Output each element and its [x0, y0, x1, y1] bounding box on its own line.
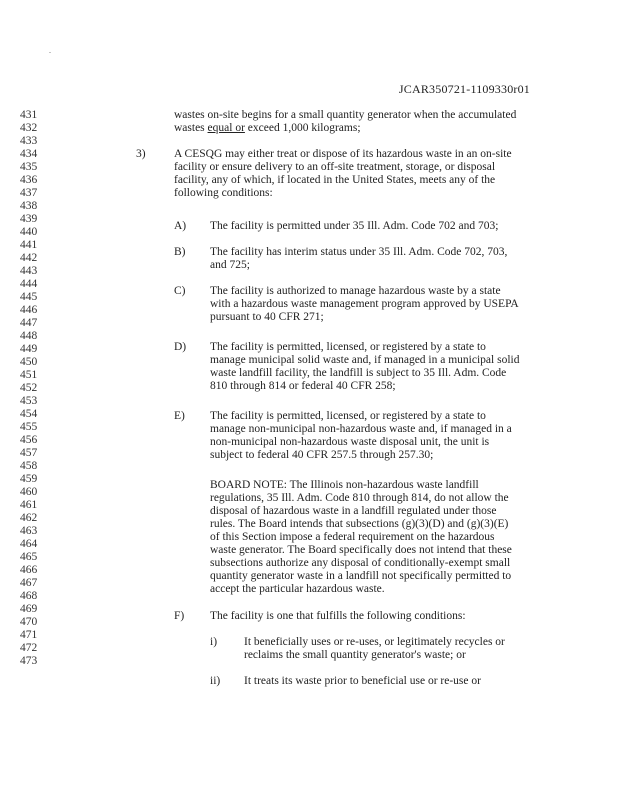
- line-number: 435: [20, 161, 38, 173]
- intro-line-1: wastes on-site begins for a small quantity generator when the accumulated: [174, 109, 517, 121]
- line-number: 465: [20, 551, 38, 563]
- intro-line-2-pre: wastes: [174, 122, 208, 134]
- board-note-line: subsections authorize any disposal of conditionally-exempt small: [210, 557, 511, 569]
- subitem-a-marker: A): [174, 220, 187, 232]
- line-number: 461: [20, 499, 38, 511]
- board-note-line: accept the particular hazardous waste.: [210, 583, 385, 595]
- subitem-f-i-marker: i): [210, 636, 218, 648]
- line-number: 460: [20, 486, 38, 498]
- subitem-e-line: manage non-municipal non-hazardous waste and, if managed in a: [210, 423, 512, 435]
- intro-underlined-text: equal or: [207, 122, 245, 134]
- line-number: 457: [20, 447, 38, 459]
- board-note-line: rules. The Board intends that subsections (g)(3)(D) and (g)(3)(E): [210, 518, 509, 530]
- subitem-f-i-line: reclaims the small quantity generator's waste; or: [244, 649, 466, 661]
- line-number: 468: [20, 590, 38, 602]
- subitem-e-line: non-municipal non-hazardous waste disposal unit, the unit is: [210, 436, 490, 448]
- line-number: 440: [20, 226, 38, 238]
- subitem-f-ii-line: It treats its waste prior to beneficial use or re-use or: [244, 675, 481, 687]
- line-number: 445: [20, 291, 38, 303]
- line-number: 447: [20, 317, 38, 329]
- line-number: 449: [20, 343, 38, 355]
- board-note-line: of this Section impose a federal requirement on the hazardous: [210, 531, 495, 543]
- subitem-f-line: The facility is one that fulfills the following conditions:: [210, 610, 466, 622]
- board-note-line: quantity generator waste in a landfill not specifically permitted to: [210, 570, 512, 582]
- subitem-d-marker: D): [174, 341, 187, 353]
- line-number: 466: [20, 564, 38, 576]
- line-number: 459: [20, 473, 38, 485]
- subitem-c-line: The facility is authorized to manage hazardous waste by a state: [210, 285, 501, 297]
- line-number: 452: [20, 382, 38, 394]
- subitem-d-line: The facility is permitted, licensed, or registered by a state to: [210, 341, 486, 353]
- line-number: 446: [20, 304, 38, 316]
- item-3-line: facility or ensure delivery to an off-site treatment, storage, or disposal: [174, 161, 496, 173]
- line-number: 470: [20, 616, 38, 628]
- line-number: 437: [20, 187, 38, 199]
- line-number: 436: [20, 174, 38, 186]
- subitem-e-line: subject to federal 40 CFR 257.5 through 257.30;: [210, 449, 434, 461]
- subitem-d-line: 810 through 814 or federal 40 CFR 258;: [210, 380, 396, 392]
- line-number: 463: [20, 525, 38, 537]
- line-number: 434: [20, 148, 38, 160]
- subitem-b-line: The facility has interim status under 35 Ill. Adm. Code 702, 703,: [210, 246, 508, 258]
- line-number: 453: [20, 395, 38, 407]
- intro-line-2: [174, 122, 361, 135]
- item-3-line: A CESQG may either treat or dispose of its hazardous waste in an on-site: [174, 148, 512, 160]
- subitem-c-line: pursuant to 40 CFR 271;: [210, 311, 324, 323]
- subitem-a-line: The facility is permitted under 35 Ill. Adm. Code 702 and 703;: [210, 220, 499, 232]
- subitem-c-line: with a hazardous waste management program approved by USEPA: [210, 298, 519, 310]
- line-number: 431: [20, 109, 38, 121]
- line-number: 473: [20, 655, 38, 667]
- line-number: 448: [20, 330, 38, 342]
- line-number: 455: [20, 421, 38, 433]
- subitem-e-line: The facility is permitted, licensed, or registered by a state to: [210, 410, 486, 422]
- board-note-line: waste generator. The Board specifically does not intend that these: [210, 544, 512, 556]
- board-note-line: BOARD NOTE: The Illinois non-hazardous waste landfill: [210, 479, 479, 491]
- document-code: JCAR350721-1109330r01: [398, 82, 530, 96]
- subitem-f-marker: F): [174, 610, 185, 622]
- scan-mark: .: [49, 46, 51, 55]
- subitem-f-ii-marker: ii): [210, 675, 221, 687]
- subitem-f-i-line: It beneficially uses or re-uses, or legitimately recycles or: [244, 636, 505, 648]
- line-number: 451: [20, 369, 38, 381]
- subitem-d-line: manage municipal solid waste and, if managed in a municipal solid: [210, 354, 520, 366]
- line-number: 469: [20, 603, 38, 615]
- line-number: 456: [20, 434, 38, 446]
- line-number: 433: [20, 135, 38, 147]
- line-number: 438: [20, 200, 38, 212]
- board-note-line: disposal of hazardous waste in a landfill regulated under those: [210, 505, 497, 517]
- line-number: 439: [20, 213, 38, 225]
- board-note-line: regulations, 35 Ill. Adm. Code 810 through 814, do not allow the: [210, 492, 509, 504]
- line-number: 432: [20, 122, 38, 134]
- subitem-e-marker: E): [174, 410, 185, 422]
- item-3-line: following conditions:: [174, 187, 273, 199]
- line-number: 462: [20, 512, 38, 524]
- subitem-d-line: waste landfill facility, the landfill is subject to 35 Ill. Adm. Code: [210, 367, 507, 379]
- line-number: 467: [20, 577, 38, 589]
- line-number: 442: [20, 252, 38, 264]
- subitem-c-marker: C): [174, 285, 186, 297]
- line-number: 472: [20, 642, 38, 654]
- line-number: 450: [20, 356, 38, 368]
- item-3-marker: 3): [136, 148, 146, 160]
- line-number: 464: [20, 538, 38, 550]
- subitem-b-line: and 725;: [210, 259, 250, 271]
- line-number: 471: [20, 629, 38, 641]
- line-number: 443: [20, 265, 38, 277]
- line-number: 458: [20, 460, 38, 472]
- item-3-line: facility, any of which, if located in the United States, meets any of the: [174, 174, 496, 186]
- intro-line-2-post: exceed 1,000 kilograms;: [244, 122, 361, 134]
- line-number: 454: [20, 408, 38, 420]
- subitem-b-marker: B): [174, 246, 186, 258]
- line-number: 441: [20, 239, 38, 251]
- line-number: 444: [20, 278, 38, 290]
